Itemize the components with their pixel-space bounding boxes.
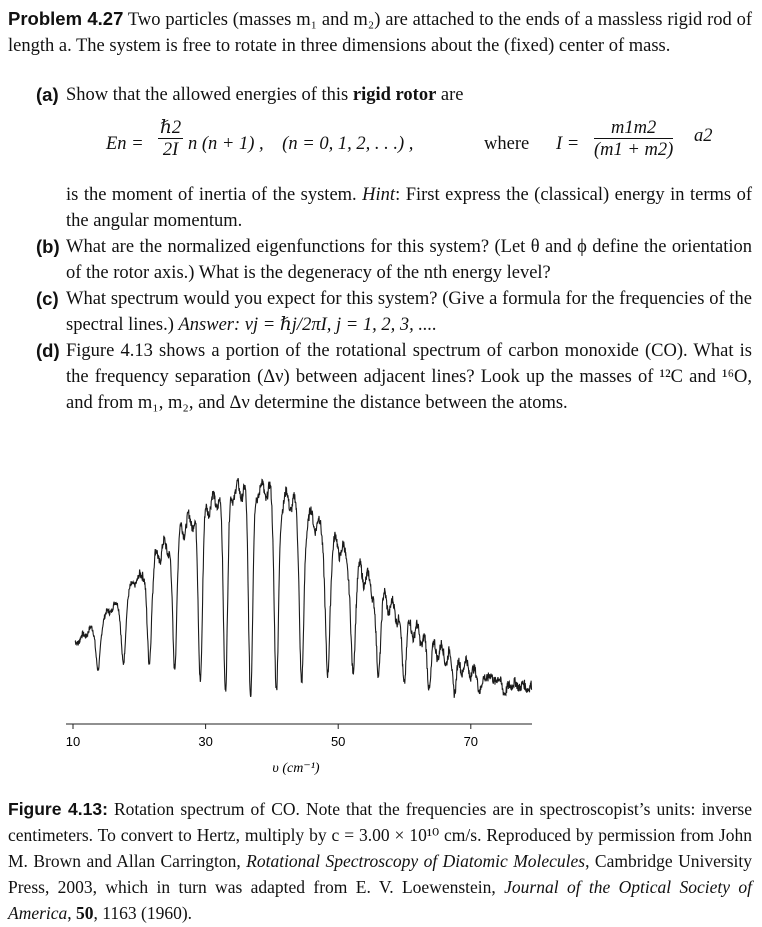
caption-volume: 50 — [76, 903, 94, 923]
part-a — [8, 82, 752, 112]
caption-journal: Journal of the Optical Society of America — [8, 877, 752, 923]
equation-tail: a2 — [694, 126, 713, 146]
co-rotation-spectrum — [0, 450, 762, 790]
part-c-answer-label: Answer: — [178, 315, 241, 335]
part-a-text — [66, 82, 752, 108]
x-tick-label: 70 — [463, 734, 479, 749]
part-a-after2: : First express the (classical) energy in terms of the angular momentum. — [66, 185, 752, 231]
figure-caption — [8, 796, 752, 926]
problem-label: Problem 4.27 — [8, 8, 124, 29]
caption-text2: , Cambridge University Press, 2003, which in turn was adapted from E. V. Loewenstein, — [8, 851, 753, 897]
part-a-continued-text — [66, 182, 752, 234]
part-d-label: (d) — [36, 340, 60, 361]
part-c-answer: νj = ℏj/2πI, j = 1, 2, 3, .... — [244, 315, 437, 335]
part-a-post: are — [436, 85, 464, 105]
part-c-text — [66, 286, 752, 338]
part-b — [8, 234, 752, 286]
part-a-label: (a) — [36, 84, 59, 105]
part-a-after1: is the moment of inertia of the system. — [66, 185, 363, 205]
x-tick-label: 30 — [198, 734, 213, 749]
part-d — [8, 338, 752, 442]
caption-label: Figure 4.13: — [8, 799, 108, 819]
part-c-label: (c) — [36, 288, 59, 309]
frac-mass-num: m1m2 — [594, 118, 673, 139]
equation-frac-mass — [594, 118, 673, 161]
equation-middle: n (n + 1) , (n = 0, 1, 2, . . .) , — [188, 134, 414, 154]
caption-text3: , — [67, 903, 77, 923]
equation-where: where — [484, 134, 530, 154]
frac-hbar-num: ℏ2 — [160, 118, 182, 138]
caption-text4: , 1163 (1960). — [93, 903, 193, 923]
equation-lhs: En = — [106, 134, 144, 154]
part-b-label: (b) — [36, 236, 60, 257]
problem-intro-text: Two particles (masses m₁ and m₂) are attached to the ends of a massless rigid rod of length a. The system is free to rotate in three dimensions about the (fixed) center of mass. — [8, 10, 752, 56]
energy-equation — [106, 118, 746, 174]
x-tick-label: 50 — [330, 734, 346, 749]
x-tick-label: 10 — [65, 734, 81, 749]
x-axis-label: υ (cm⁻¹) — [272, 761, 320, 776]
part-a-hint-label: Hint — [362, 185, 396, 205]
part-a-continued — [8, 182, 752, 234]
part-b-text: What are the normalized eigenfunctions for this system? (Let θ and ϕ define the orientation of the rotor axis.) What is the degeneracy of the nth energy level? — [66, 237, 752, 283]
frac-hbar-den: 2I — [162, 140, 179, 160]
part-c — [8, 286, 752, 338]
equation-rhs-I: I = — [556, 134, 580, 154]
part-c-body: What spectrum would you expect for this system? (Give a formula for the frequencies of the spectral lines.) — [66, 289, 752, 335]
plot-area — [75, 478, 532, 698]
part-a-pre: Show that the allowed energies of this — [66, 85, 353, 105]
frac-mass-den: (m1 + m2) — [594, 140, 674, 160]
caption-text1: Rotation spectrum of CO. Note that the frequencies are in spectroscopist’s units: inverse centimeters. To convert to Hertz, multiply by c = 3.00 × 10¹⁰ cm/s. Reproduced by permission from John M. Brown and Allan Carrington, — [8, 799, 752, 871]
caption-book: Rotational Spectroscopy of Diatomic Molecules — [246, 851, 586, 871]
part-d-text: Figure 4.13 shows a portion of the rotational spectrum of carbon monoxide (CO). What is the frequency separation (Δν) between adjacent lines? Look up the masses of ¹²C and ¹⁶O, and from m₁, m₂, and Δν determine the distance between the atoms. — [66, 341, 752, 413]
equation-frac-hbar — [158, 118, 183, 161]
problem-intro — [8, 6, 752, 59]
part-a-bold: rigid rotor — [352, 85, 437, 105]
x-ticks — [66, 724, 478, 749]
spectrum-trace — [75, 478, 532, 698]
